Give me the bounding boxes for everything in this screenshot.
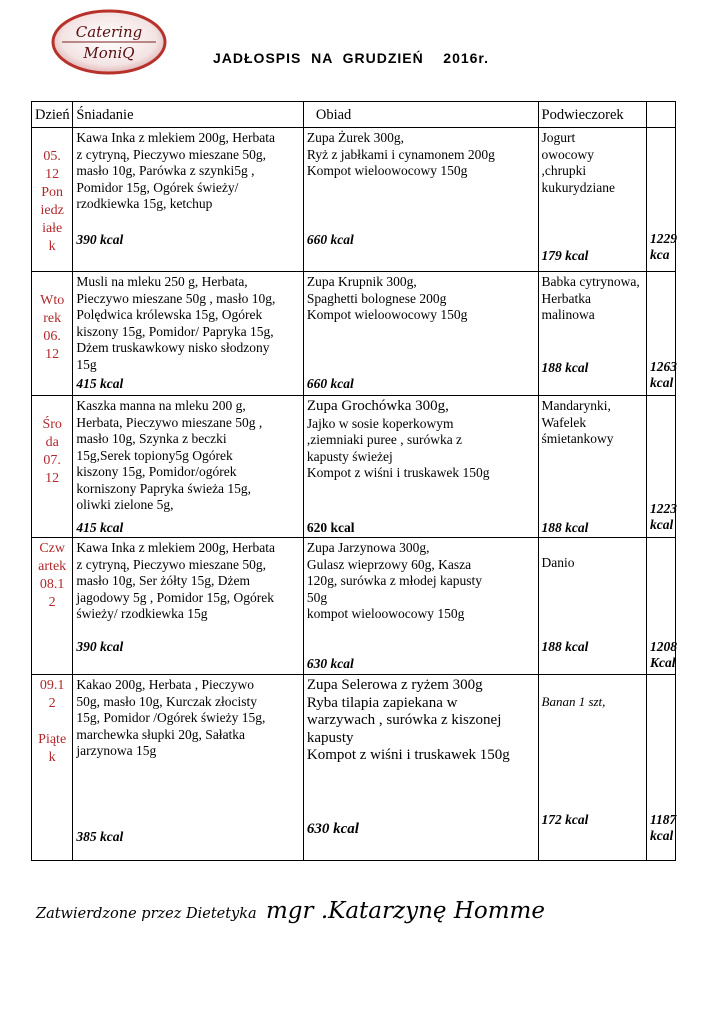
breakfast-text: Musli na mleku 250 g, Herbata, Pieczywo mieszane 50g , masło 10g, Polędwica królewska 15g, Ogórek kiszony 15g, Pomidor/ Papryka 15g, Dżem truskawkowy nisko słodzony 15g <box>76 274 276 372</box>
breakfast-kcal: 385 kcal <box>76 829 124 844</box>
breakfast-text: Kawa Inka z mlekiem 200g, Herbata z cytryną, Pieczywo mieszane 50g, masło 10g, Ser żółty 15g, Dżem jagodowy 5g , Pomidor 15g, Ogórek świeży/ rzodkiewka 15g <box>76 540 276 621</box>
total-cell <box>647 538 676 675</box>
logo-oval <box>50 8 168 76</box>
header-breakfast: Śniadanie <box>73 102 304 128</box>
lunch-cell <box>303 272 538 396</box>
approval-label: Zatwierdzone przez Dietetyka <box>36 906 257 922</box>
total-cell <box>647 675 676 861</box>
day-label: 09.1 2 Piąte k <box>38 678 67 765</box>
day-label: Wto rek 06. 12 <box>40 293 65 362</box>
snack-cell <box>538 396 647 538</box>
header-day: Dzień <box>32 102 73 128</box>
page-title: JADŁOSPIS NA GRUDZIEŃ 2016r. <box>213 50 489 66</box>
menu-table <box>31 101 676 861</box>
logo-line2: MoniQ <box>83 44 135 62</box>
table-header-row <box>32 102 676 128</box>
total-cell <box>647 272 676 396</box>
breakfast-cell <box>73 675 304 861</box>
lunch-kcal: 630 kcal <box>306 656 354 671</box>
table-row <box>32 675 676 861</box>
snack-text: Jogurt owocowy ,chrupki kukurydziane <box>541 130 615 195</box>
dietitian-name: mgr .Katarzynę Homme <box>266 898 545 924</box>
breakfast-kcal: 390 kcal <box>76 232 124 247</box>
lunch-text: Zupa Żurek 300g, Ryż z jabłkami i cynamonem 200g Kompot wieloowocowy 150g <box>306 130 495 178</box>
lunch-kcal: 660 kcal <box>306 376 354 391</box>
lunch-title: Zupa Grochówka 300g, <box>306 398 449 414</box>
day-label: 05. 12 Pon iedz iałe k <box>40 149 64 254</box>
lunch-text: Zupa Jarzynowa 300g, Gulasz wieprzowy 60g, Kasza 120g, surówka z młodej kapusty 50g kompot wieloowocowy 150g <box>306 540 482 621</box>
breakfast-kcal: 390 kcal <box>76 639 124 654</box>
header-lunch: Obiad <box>303 102 538 128</box>
lunch-cell <box>303 128 538 272</box>
breakfast-kcal: 415 kcal <box>76 376 124 391</box>
snack-kcal: 172 kcal <box>541 812 589 827</box>
lunch-kcal: 660 kcal <box>306 232 354 247</box>
lunch-text: Zupa Krupnik 300g, Spaghetti bolognese 200g Kompot wieloowocowy 150g <box>306 274 468 322</box>
day-cell <box>32 396 73 538</box>
lunch-text: Zupa Selerowa z ryżem 300g Ryba tilapia zapiekana w warzywach , surówka z kiszonej kapusty Kompot z wiśni i truskawek 150g <box>306 677 510 763</box>
snack-kcal: 188 kcal <box>541 639 589 654</box>
day-cell <box>32 128 73 272</box>
total-kcal: 1187 kcal <box>650 812 677 843</box>
breakfast-text: Kakao 200g, Herbata , Pieczywo 50g, masło 10g, Kurczak złocisty 15g, Pomidor /Ogórek świeży 15g, marchewka słupki 20g, Sałatka jarzynowa 15g <box>76 677 266 758</box>
snack-cell <box>538 675 647 861</box>
total-kcal: 1229 kca <box>650 231 678 262</box>
snack-kcal: 188 kcal <box>541 360 589 375</box>
lunch-cell <box>303 675 538 861</box>
lunch-kcal: 630 kcal <box>306 821 359 837</box>
day-cell <box>32 675 73 861</box>
breakfast-kcal: 415 kcal <box>76 520 124 535</box>
snack-text: Babka cytrynowa, Herbatka malinowa <box>541 274 640 322</box>
total-kcal: 1208 Kcal <box>650 639 678 670</box>
snack-cell <box>538 128 647 272</box>
total-kcal: 1223 kcal <box>650 501 678 532</box>
snack-text: Mandarynki, Wafelek śmietankowy <box>541 398 614 446</box>
breakfast-text: Kaszka manna na mleku 200 g, Herbata, Pieczywo mieszane 50g , masło 10g, Szynka z beczki 15g,Serek topiony5g Ogórek kiszony 15g, Pomidor/ogórek korniszony Papryka świeża 15g, oliwki zielone 5g, <box>76 398 263 512</box>
total-kcal: 1263 kcal <box>650 359 678 390</box>
lunch-kcal: 620 kcal <box>306 520 355 535</box>
logo-line1: Catering <box>75 23 143 41</box>
snack-text: Danio <box>541 555 575 570</box>
snack-cell <box>538 272 647 396</box>
table-row <box>32 538 676 675</box>
snack-kcal: 179 kcal <box>541 248 589 263</box>
breakfast-text: Kawa Inka z mlekiem 200g, Herbata z cytryną, Pieczywo mieszane 50g, masło 10g, Parówka z szynki5g , Pomidor 15g, Ogórek świeży/ rzodkiewka 15g, ketchup <box>76 130 276 211</box>
snack-text: Banan 1 szt, <box>541 694 606 709</box>
day-label: Śro da 07. 12 <box>42 417 62 486</box>
day-cell <box>32 538 73 675</box>
table-row <box>32 272 676 396</box>
catering-logo <box>50 8 168 76</box>
table-row <box>32 128 676 272</box>
lunch-cell <box>303 538 538 675</box>
total-cell <box>647 396 676 538</box>
lunch-cell <box>303 396 538 538</box>
header-snack: Podwieczorek <box>538 102 647 128</box>
snack-kcal: 188 kcal <box>541 520 589 535</box>
total-cell <box>647 128 676 272</box>
table-row <box>32 396 676 538</box>
breakfast-cell <box>73 538 304 675</box>
day-cell <box>32 272 73 396</box>
day-label: Czw artek 08.1 2 <box>38 541 67 610</box>
breakfast-cell <box>73 396 304 538</box>
lunch-text: Jajko w sosie koperkowym ,ziemniaki puree , surówka z kapusty świeżej Kompot z wiśni i truskawek 150g <box>306 415 490 480</box>
header-total <box>647 102 676 128</box>
breakfast-cell <box>73 272 304 396</box>
breakfast-cell <box>73 128 304 272</box>
snack-cell <box>538 538 647 675</box>
